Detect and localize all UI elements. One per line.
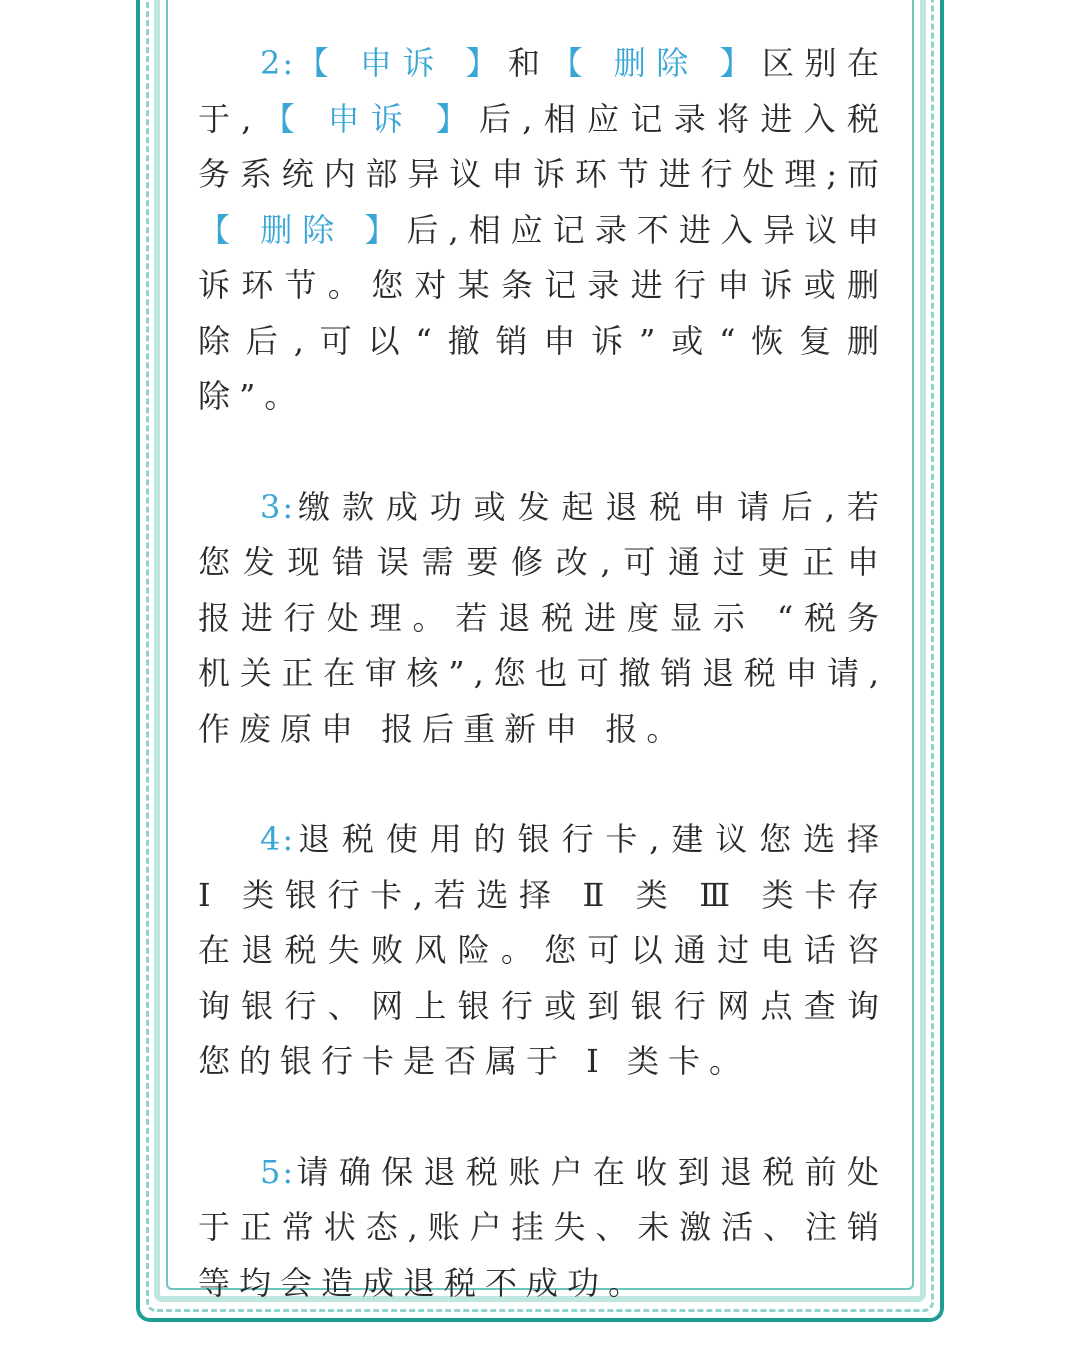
- paragraph-number: 3:: [260, 487, 296, 526]
- highlighted-term: 【 申诉 】: [260, 99, 479, 138]
- notes-content: [198, 36, 888, 1360]
- paragraph-text: 区别在于,: [198, 44, 888, 138]
- note-paragraph: [198, 1145, 888, 1312]
- paragraph-number: 4:: [260, 820, 296, 858]
- paragraph-text: 后,相应记录将进入税务系统内部异议申诉环节进行处理;而: [198, 99, 888, 193]
- note-paragraph: [198, 36, 888, 425]
- highlighted-term: 【 删除 】: [550, 44, 762, 82]
- highlighted-term: 【 申诉 】: [295, 44, 509, 82]
- paragraph-number: 5:: [260, 1152, 296, 1191]
- paragraph-text: 请确保退税账户在收到退税前处于正常状态,账户挂失、未激活、注销等均会造成退税不成功。: [198, 1152, 888, 1302]
- paragraph-text: 退税使用的银行卡,建议您选择 Ⅰ 类银行卡,若选择 Ⅱ 类 Ⅲ 类卡存在退税失败风险。您可以通过电话咨询银行、网上银行或到银行网点查询您的银行卡是否属于 Ⅰ 类卡。: [198, 820, 888, 1080]
- paragraph-number: 2:: [260, 44, 296, 82]
- note-paragraph: [198, 480, 888, 758]
- paragraph-text: 和: [508, 44, 551, 82]
- paragraph-text: 后,相应记录不进入异议申诉环节。您对某条记录进行申诉或删除后,可以“撤销申诉”或“恢复删除”。: [198, 210, 888, 415]
- highlighted-term: 【 删除 】: [198, 210, 407, 249]
- note-paragraph: [198, 812, 888, 1090]
- paragraph-text: 缴款成功或发起退税申请后,若您发现错误需要修改,可通过更正申 报进行处理。若退税进度显示 “税务机关正在审核”,您也可撤销退税申请,作废原申 报后重新申 报。: [198, 487, 888, 748]
